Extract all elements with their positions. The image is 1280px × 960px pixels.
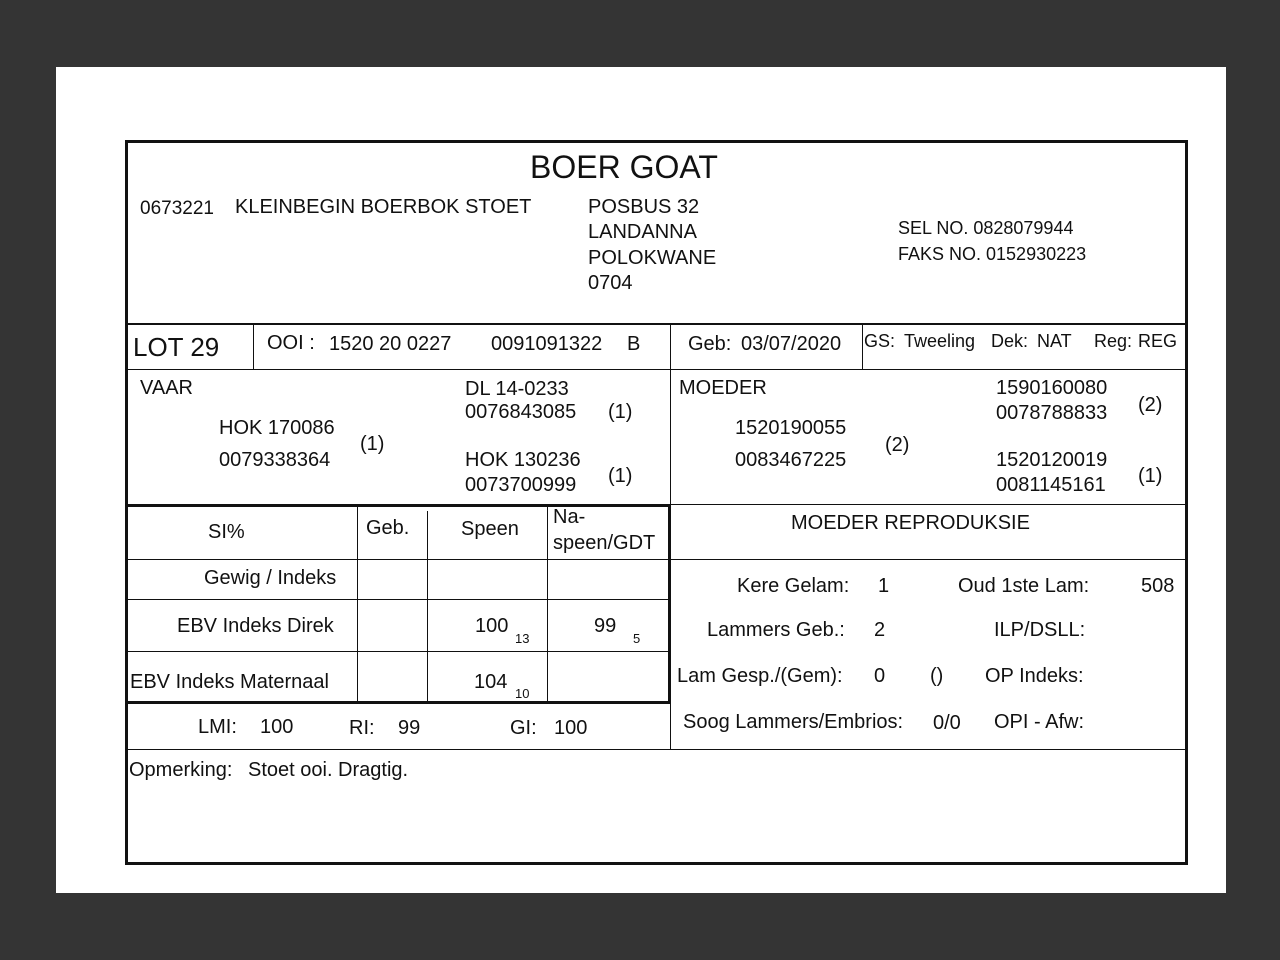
ooi-registration: 0091091322 <box>491 333 603 355</box>
sire-dam-name: HOK 130236 <box>465 449 581 471</box>
remark-divider <box>128 749 1185 750</box>
perf-table-bottom <box>128 701 671 704</box>
perf-table-v3 <box>547 507 548 701</box>
fax-number: FAKS NO. 0152930223 <box>898 244 1087 264</box>
ri-label: RI: <box>349 717 375 739</box>
header-speen: Speen <box>461 518 519 540</box>
border-left <box>125 140 128 865</box>
repro-left <box>670 504 671 750</box>
dam-dam-count: (1) <box>1138 465 1163 487</box>
repro-title: MOEDER REPRODUKSIE <box>791 512 1030 534</box>
dam-sire-count: (2) <box>1138 394 1163 416</box>
gs-label: GS: <box>864 331 896 351</box>
perf-table-row3 <box>128 651 671 652</box>
dam-label: MOEDER <box>679 377 767 399</box>
breeder-number: 0673221 <box>140 198 214 219</box>
kere-gelam-value: 1 <box>878 575 890 597</box>
divider-lot-v1 <box>253 324 254 369</box>
sire-sire-name: DL 14-0233 <box>465 378 569 400</box>
border-right <box>1185 140 1188 865</box>
naspeen-direk-accuracy: 5 <box>633 631 641 646</box>
dek-value: NAT <box>1037 331 1072 351</box>
border-top <box>125 140 1188 143</box>
sire-label: VAAR <box>140 377 193 399</box>
speen-maternaal: 104 <box>474 671 508 693</box>
lammers-geb-label: Lammers Geb.: <box>707 619 845 641</box>
ooi-label: OOI : <box>267 332 315 354</box>
oud-value: 508 <box>1141 575 1175 597</box>
header-geb: Geb. <box>366 517 410 539</box>
dam-sire-name: 1590160080 <box>996 377 1108 399</box>
lam-gesp-value: 0 <box>874 665 886 687</box>
address-line-2: LANDANNA <box>588 221 697 243</box>
header-naspeen-1: Na- <box>553 506 586 528</box>
sire-dam-id: 0073700999 <box>465 474 577 496</box>
remark-text: Stoet ooi. Dragtig. <box>248 759 409 781</box>
repro-top <box>671 504 1185 505</box>
gi-value: 100 <box>554 717 588 739</box>
header-si: SI% <box>208 521 245 543</box>
border-bottom <box>125 862 1188 865</box>
sire-name: HOK 170086 <box>219 417 335 439</box>
perf-table-v2 <box>427 511 428 701</box>
gs-value: Tweeling <box>904 331 976 351</box>
born-label: Geb: <box>688 333 732 355</box>
dam-id: 0083467225 <box>735 449 847 471</box>
address-line-1: POSBUS 32 <box>588 196 700 218</box>
row-label-gewig: Gewig / Indeks <box>204 567 337 589</box>
kere-gelam-label: Kere Gelam: <box>737 575 850 597</box>
sale-card-paper <box>56 67 1226 893</box>
ilp-label: ILP/DSLL: <box>994 619 1086 641</box>
repro-header-bottom <box>671 559 1185 560</box>
divider-lot-bottom <box>128 369 1185 370</box>
lammers-geb-value: 2 <box>874 619 886 641</box>
soog-value: 0/0 <box>933 712 961 734</box>
sire-sire-id: 0076843085 <box>465 401 577 423</box>
header-naspeen-2: speen/GDT <box>553 532 656 554</box>
perf-table-row1 <box>128 559 671 560</box>
soog-label: Soog Lammers/Embrios: <box>683 711 904 733</box>
dam-name: 1520190055 <box>735 417 847 439</box>
remark-label: Opmerking: <box>129 759 233 781</box>
born-date: 03/07/2020 <box>741 333 842 355</box>
op-label: OP Indeks: <box>985 665 1084 687</box>
divider-pedigree-middle <box>670 369 671 504</box>
sire-sire-count: (1) <box>608 401 633 423</box>
row-label-direk: EBV Indeks Direk <box>177 615 334 637</box>
dek-label: Dek: <box>991 331 1029 351</box>
ooi-id: 1520 20 0227 <box>329 333 452 355</box>
address-line-3: POLOKWANE <box>588 247 717 269</box>
dam-count: (2) <box>885 434 910 456</box>
dam-dam-id: 0081145161 <box>996 474 1106 496</box>
dam-sire-id: 0078788833 <box>996 402 1108 424</box>
speen-direk: 100 <box>475 615 509 637</box>
address-line-4: 0704 <box>588 272 633 294</box>
lot-number: LOT 29 <box>133 332 220 362</box>
ooi-grade: B <box>627 333 641 355</box>
dam-dam-name: 1520120019 <box>996 449 1108 471</box>
perf-table-top <box>128 504 671 507</box>
gi-label: GI: <box>510 717 537 739</box>
perf-table-v1 <box>357 507 358 701</box>
perf-table-row2 <box>128 599 671 600</box>
breeder-name: KLEINBEGIN BOERBOK STOET <box>235 196 532 218</box>
cell-number: SEL NO. 0828079944 <box>898 218 1074 238</box>
divider-lot-v3 <box>862 324 863 369</box>
sire-count: (1) <box>360 433 385 455</box>
speen-direk-accuracy: 13 <box>515 631 530 646</box>
opi-label: OPI - Afw: <box>994 711 1085 733</box>
divider-lot-top <box>128 323 1185 325</box>
lmi-label: LMI: <box>198 716 237 738</box>
divider-lot-v2 <box>670 324 671 369</box>
naspeen-direk: 99 <box>594 615 617 637</box>
card-title: BOER GOAT <box>530 149 718 185</box>
reg-value: REG <box>1138 331 1178 351</box>
oud-label: Oud 1ste Lam: <box>958 575 1090 597</box>
ri-value: 99 <box>398 717 421 739</box>
row-label-maternaal: EBV Indeks Maternaal <box>130 671 329 693</box>
reg-label: Reg: <box>1094 331 1133 351</box>
lmi-value: 100 <box>260 716 294 738</box>
lam-gesp-label: Lam Gesp./(Gem): <box>677 665 843 687</box>
sire-id: 0079338364 <box>219 449 331 471</box>
sire-dam-count: (1) <box>608 465 633 487</box>
lam-gesp-average: () <box>930 665 944 687</box>
speen-maternaal-accuracy: 10 <box>515 686 530 701</box>
